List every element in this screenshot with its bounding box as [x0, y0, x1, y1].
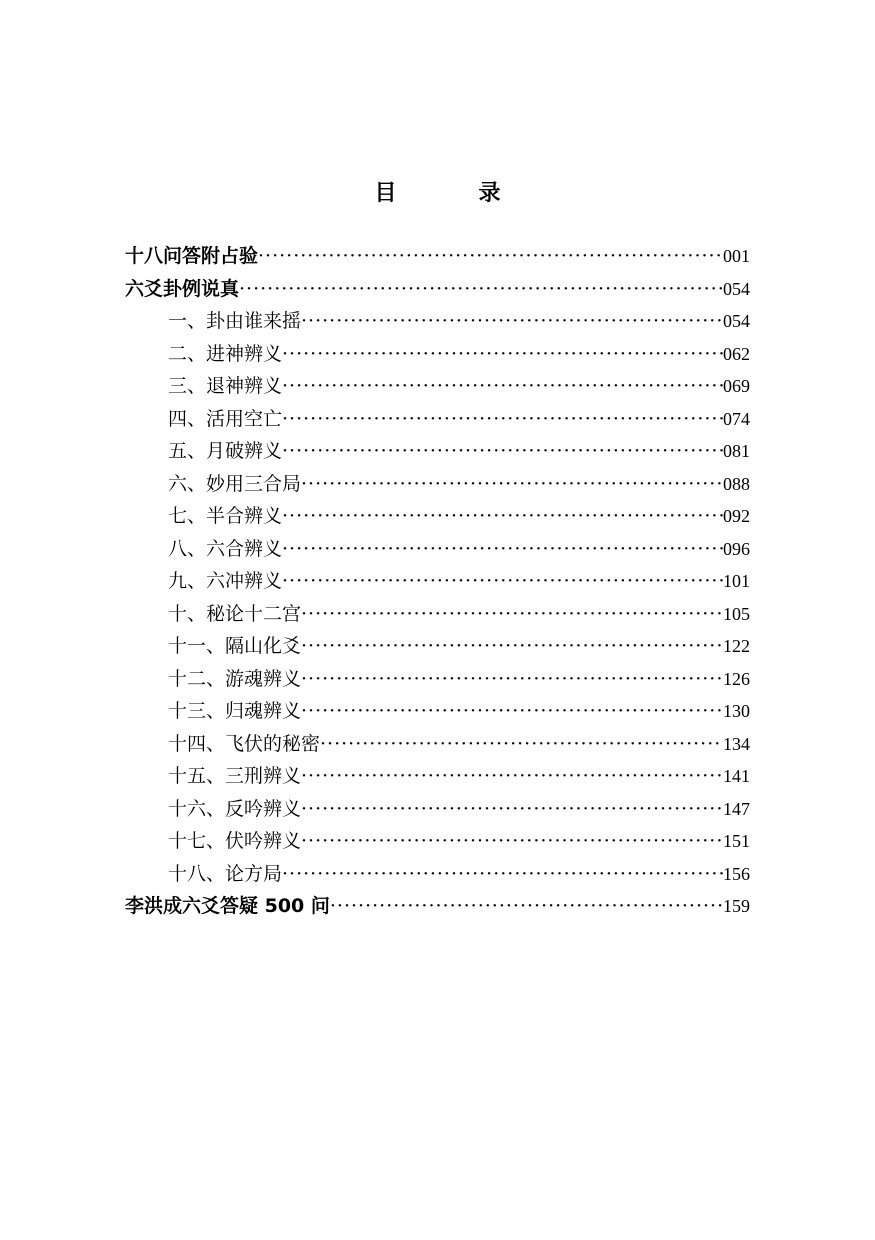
toc-dot-leader [282, 370, 723, 403]
toc-dot-leader [301, 663, 723, 696]
toc-page-number: 081 [723, 441, 750, 461]
toc-entry-label: 十八问答附占验 [125, 245, 259, 267]
toc-page-number: 151 [723, 831, 750, 851]
toc-entry-label: 十四、飞伏的秘密 [168, 732, 321, 755]
toc-section-entry[interactable] [125, 533, 750, 566]
toc-entry-label: 二、进神辨义 [168, 342, 283, 365]
toc-section-entry[interactable] [125, 598, 750, 631]
toc-dot-leader [258, 240, 723, 273]
toc-entry-label: 六、妙用三合局 [168, 472, 302, 495]
toc-dot-leader [301, 825, 723, 858]
toc-section-entry[interactable] [125, 468, 750, 501]
toc-section-entry[interactable] [125, 305, 750, 338]
toc-page-number: 096 [723, 538, 750, 559]
toc-page-number: 054 [723, 311, 750, 331]
toc-section-entry[interactable] [125, 760, 750, 793]
toc-entry-label: 十二、游魂辨义 [168, 667, 302, 690]
toc-page-number: 105 [723, 603, 750, 624]
toc-dot-leader [301, 468, 723, 501]
toc-dot-leader [282, 403, 723, 436]
toc-dot-leader [282, 500, 723, 533]
toc-section-entry[interactable] [125, 663, 750, 696]
toc-entry-label: 一、卦由谁来摇 [168, 310, 302, 332]
toc-entry-label: 八、六合辨义 [168, 537, 283, 560]
toc-page-number: 092 [723, 506, 750, 526]
toc-entry-label: 六爻卦例说真 [125, 277, 240, 300]
toc-entry-label: 十三、归魂辨义 [168, 700, 302, 722]
toc-dot-leader [282, 565, 723, 598]
toc-dot-leader [301, 305, 723, 338]
toc-section-entry[interactable] [125, 500, 750, 533]
toc-dot-leader [301, 630, 723, 663]
toc-dot-leader [301, 793, 723, 826]
toc-page-number: 054 [723, 278, 750, 299]
toc-section-entry[interactable] [125, 630, 750, 663]
toc-entry-label: 十六、反吟辨义 [168, 797, 302, 820]
toc-entry-label: 九、六冲辨义 [168, 570, 283, 592]
toc-section-entry[interactable] [125, 403, 750, 436]
toc-chapter-entry[interactable] [125, 273, 750, 306]
toc-section-entry[interactable] [125, 695, 750, 728]
toc-entry-label: 三、退神辨义 [168, 375, 283, 397]
toc-page-number: 156 [723, 863, 750, 884]
toc-section-entry[interactable] [125, 435, 750, 468]
toc-page-number: 134 [723, 733, 750, 754]
toc-section-entry[interactable] [125, 793, 750, 826]
toc-chapter-entry[interactable] [125, 240, 750, 273]
toc-page-number: 001 [723, 246, 750, 266]
toc-page-number: 101 [723, 571, 750, 591]
toc-section-entry[interactable] [125, 370, 750, 403]
toc-dot-leader [239, 273, 723, 306]
toc-entry-label: 五、月破辨义 [168, 440, 283, 462]
toc-page-number: 126 [723, 668, 750, 689]
toc-dot-leader [282, 533, 723, 566]
toc-dot-leader [282, 435, 723, 468]
toc-section-entry[interactable] [125, 728, 750, 761]
toc-page-number: 159 [723, 896, 750, 916]
toc-entry-label: 四、活用空亡 [168, 407, 283, 430]
toc-dot-leader [301, 760, 723, 793]
toc-chapter-entry[interactable] [125, 890, 750, 923]
toc-page-number: 122 [723, 636, 750, 656]
toc-page-number: 130 [723, 701, 750, 721]
toc-entry-label: 十七、伏吟辨义 [168, 830, 302, 852]
toc-page-number: 088 [723, 473, 750, 494]
page-title: 目 录 [374, 181, 531, 206]
toc-entry-label: 十一、隔山化爻 [168, 635, 302, 657]
toc-entry-label: 十、秘论十二宫 [168, 602, 302, 625]
toc-page-number: 141 [723, 766, 750, 786]
toc-section-entry[interactable] [125, 565, 750, 598]
toc-dot-leader [301, 695, 723, 728]
toc-page-number: 062 [723, 343, 750, 364]
toc-dot-leader [301, 598, 723, 631]
toc-entry-label: 十五、三刑辨义 [168, 765, 302, 787]
toc-page-number: 069 [723, 376, 750, 396]
toc-page-number: 074 [723, 408, 750, 429]
toc-entry-label: 李洪成六爻答疑 500 问 [125, 895, 330, 917]
toc-dot-leader [282, 858, 723, 891]
toc-page-number: 147 [723, 798, 750, 819]
toc-section-entry[interactable] [125, 858, 750, 891]
toc-section-entry[interactable] [125, 825, 750, 858]
toc-entry-label: 七、半合辨义 [168, 505, 283, 527]
table-of-contents [125, 240, 750, 923]
toc-section-entry[interactable] [125, 338, 750, 371]
toc-dot-leader [330, 890, 723, 923]
toc-dot-leader [282, 338, 723, 371]
toc-entry-label: 十八、论方局 [168, 862, 283, 885]
toc-dot-leader [320, 728, 723, 761]
